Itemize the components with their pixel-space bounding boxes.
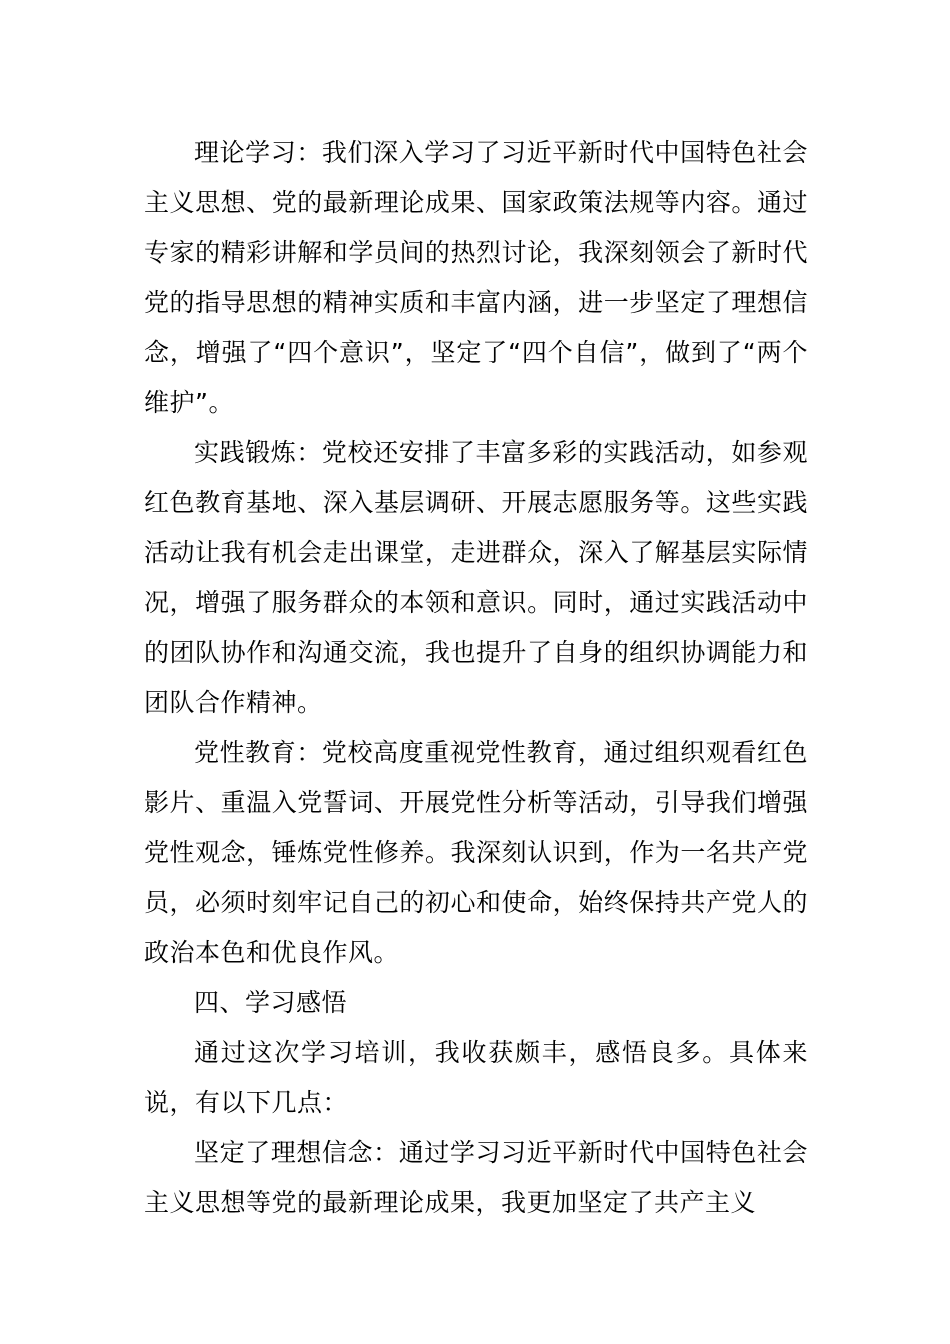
paragraph-theory-study: 理论学习：我们深入学习了习近平新时代中国特色社会主义思想、党的最新理论成果、国家政策法规等内容。通过专家的精彩讲解和学员间的热烈讨论，我深刻领会了新时代党的指导思想的精神实质和丰富内涵，进一步坚定了理想信念，增强了“四个意识”，坚定了“四个自信”，做到了“两个维护”。 <box>144 138 808 417</box>
document-body <box>144 128 808 1228</box>
paragraph-practice-training: 实践锻炼：党校还安排了丰富多彩的实践活动，如参观红色教育基地、深入基层调研、开展志愿服务等。这些实践活动让我有机会走出课堂，走进群众，深入了解基层实际情况，增强了服务群众的本领和意识。同时，通过实践活动中的团队协作和沟通交流，我也提升了自身的组织协调能力和团队合作精神。 <box>144 438 808 717</box>
paragraph-firm-ideals: 坚定了理想信念：通过学习习近平新时代中国特色社会主义思想等党的最新理论成果，我更加坚定了共产主义 <box>144 1138 808 1217</box>
paragraph-insights-intro: 通过这次学习培训，我收获颇丰，感悟良多。具体来说，有以下几点： <box>144 1038 808 1117</box>
section-heading-study-insights: 四、学习感悟 <box>194 988 348 1017</box>
paragraph-party-education: 党性教育：党校高度重视党性教育，通过组织观看红色影片、重温入党誓词、开展党性分析等活动，引导我们增强党性观念，锤炼党性修养。我深刻认识到，作为一名共产党员，必须时刻牢记自己的初心和使命，始终保持共产党人的政治本色和优良作风。 <box>144 738 808 967</box>
